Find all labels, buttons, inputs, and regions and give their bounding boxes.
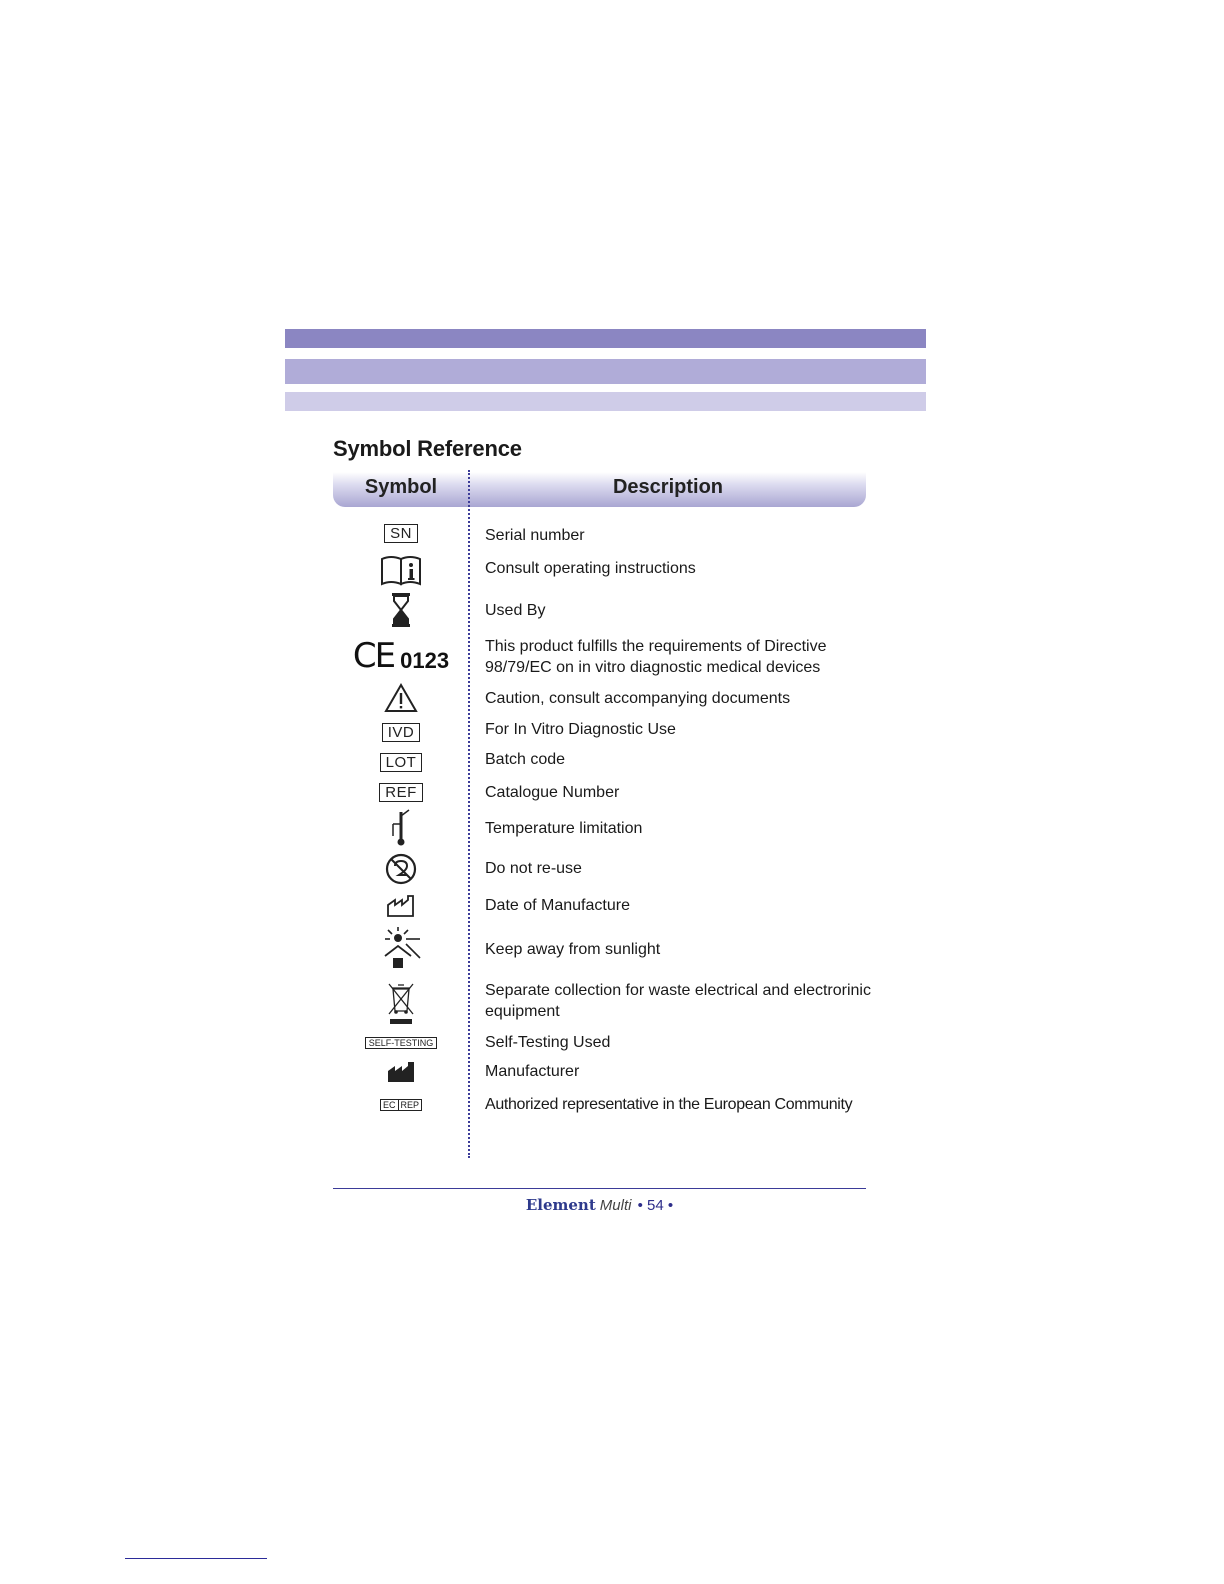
self-testing-icon: SELF-TESTING	[365, 1037, 438, 1049]
page-number: • 54 •	[637, 1197, 674, 1214]
weee-bin-icon	[386, 981, 416, 1027]
description-cell: This product fulfills the requirements of Directive 98/79/EC on in vitro diagnostic medical devices	[485, 638, 827, 676]
consult-instructions-icon	[379, 554, 423, 586]
section-title: Symbol Reference	[333, 436, 522, 461]
date-of-manufacture-icon	[386, 894, 416, 918]
ec-rep-icon: EC REP	[380, 1099, 422, 1111]
description-cell: Caution, consult accompanying documents	[485, 690, 791, 707]
symbol-cell	[340, 553, 462, 587]
description-cell: Keep away from sunlight	[485, 941, 661, 958]
description-cell: Temperature limitation	[485, 820, 643, 837]
description-cell: For In Vitro Diagnostic Use	[485, 721, 676, 738]
column-header-description: Description	[612, 476, 724, 498]
description-cell: Date of Manufacture	[485, 897, 630, 914]
hourglass-icon	[390, 592, 412, 628]
symbol-cell	[340, 926, 462, 970]
symbol-cell	[340, 682, 462, 714]
ivd-icon: IVD	[382, 723, 421, 742]
description-cell: Do not re-use	[485, 860, 582, 877]
description-cell: Self-Testing Used	[485, 1034, 611, 1051]
table-header	[333, 472, 866, 507]
manufacturer-icon	[387, 1061, 415, 1083]
description-cell: Catalogue Number	[485, 784, 620, 801]
do-not-reuse-icon	[385, 853, 417, 885]
description-cell: Serial number	[485, 527, 585, 544]
header-band-dark	[285, 329, 926, 348]
description-cell: Separate collection for waste electrical and electrorinic equipment	[485, 982, 871, 1020]
column-header-symbol: Symbol	[364, 476, 438, 498]
model-name: Multi	[599, 1197, 632, 1214]
serial-number-icon: SN	[384, 524, 418, 543]
description-cell: Consult operating instructions	[485, 560, 696, 577]
description-cell: Authorized representative in the European Community	[485, 1096, 853, 1113]
description-cell: Manufacturer	[485, 1063, 580, 1080]
description-cell: Used By	[485, 602, 546, 619]
lot-icon: LOT	[380, 753, 423, 772]
symbol-cell	[340, 780, 462, 804]
page-footer	[333, 1196, 866, 1214]
ce-mark-icon: CE 0123	[352, 636, 450, 676]
symbol-cell	[340, 852, 462, 886]
thermometer-icon	[389, 808, 413, 848]
brand-name: Element	[525, 1196, 596, 1214]
caution-icon	[384, 683, 418, 713]
column-divider	[468, 470, 470, 1158]
header-band-light	[285, 392, 926, 411]
symbol-cell	[340, 720, 462, 744]
footnote-rule	[125, 1558, 267, 1559]
symbol-cell	[340, 592, 462, 628]
symbol-cell	[340, 1096, 462, 1114]
footer-rule	[333, 1188, 866, 1189]
sunlight-icon	[380, 926, 422, 970]
ref-icon: REF	[379, 783, 423, 802]
symbol-cell	[340, 521, 462, 545]
symbol-cell	[340, 980, 462, 1028]
description-cell: Batch code	[485, 751, 566, 768]
header-band-mid	[285, 359, 926, 384]
symbol-cell	[340, 1060, 462, 1084]
symbol-cell	[340, 808, 462, 848]
symbol-cell	[340, 892, 462, 920]
symbol-cell	[340, 1034, 462, 1052]
symbol-cell	[340, 636, 462, 676]
symbol-cell	[340, 750, 462, 774]
